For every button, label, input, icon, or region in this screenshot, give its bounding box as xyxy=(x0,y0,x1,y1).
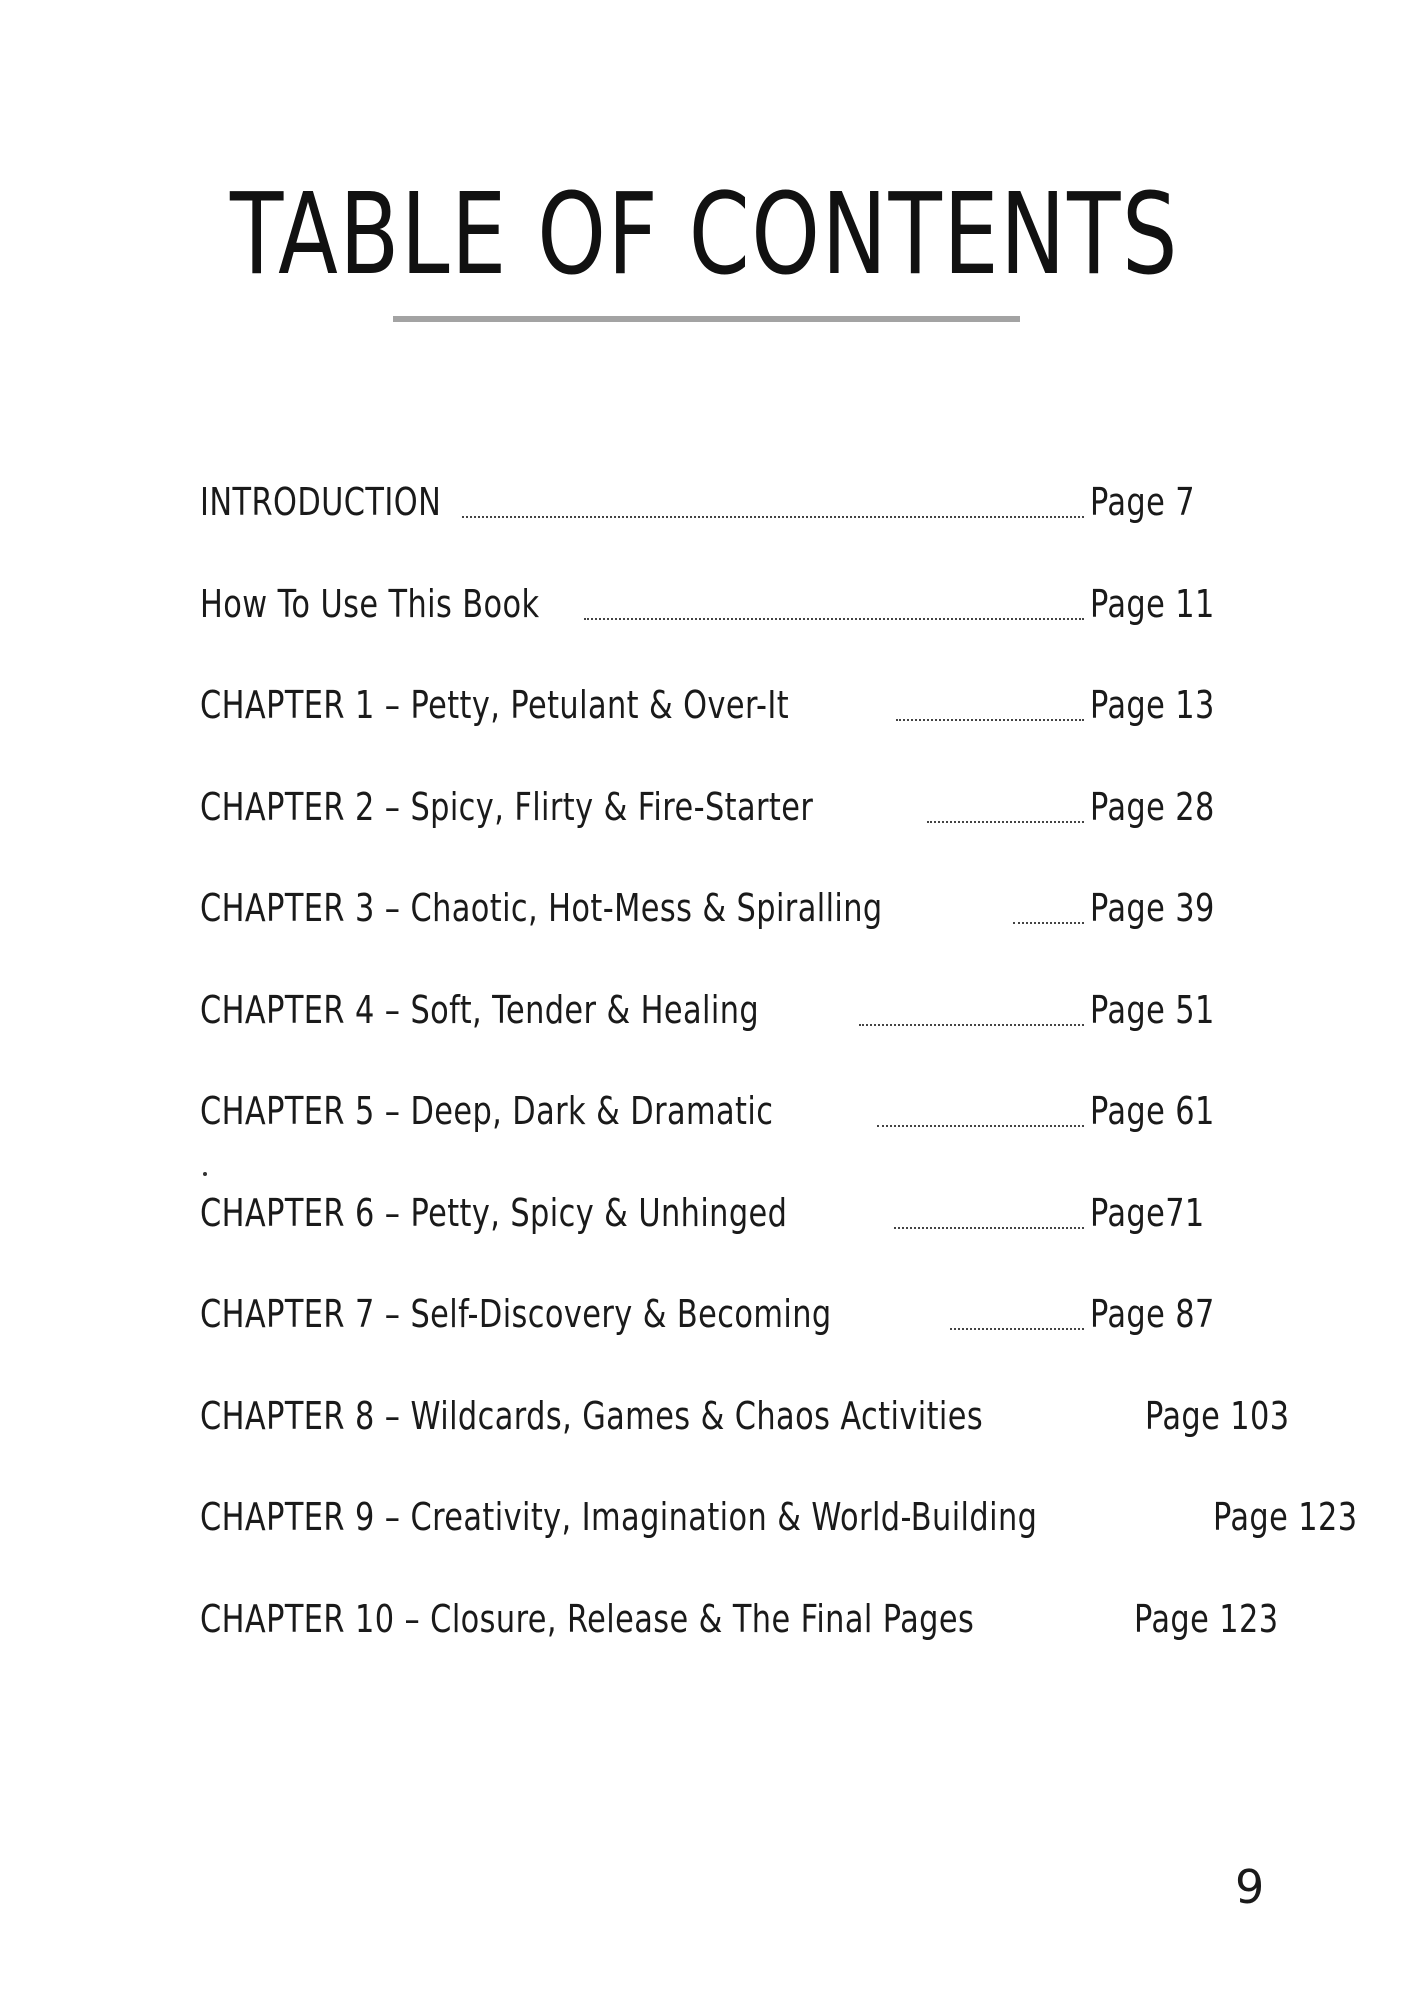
toc-entry-chapter-2 xyxy=(200,785,1235,887)
page-number: 9 xyxy=(1235,1860,1265,1914)
toc-entry-label: CHAPTER 7 – Self-Discovery & Becoming xyxy=(200,1292,832,1336)
toc-entry-page: Page 39 xyxy=(1090,886,1215,930)
toc-entry-page: Page 61 xyxy=(1090,1089,1215,1133)
toc-entry-label: CHAPTER 1 – Petty, Petulant & Over-It xyxy=(200,683,790,727)
toc-entry-label: CHAPTER 8 – Wildcards, Games & Chaos Activities xyxy=(200,1393,984,1438)
toc-entry-page: Page 11 xyxy=(1090,581,1215,626)
toc-entry-page: Page 28 xyxy=(1090,784,1215,829)
toc-dot-leader xyxy=(877,1089,1084,1127)
toc-dot-leader xyxy=(927,785,1084,823)
toc-entry-chapter-4 xyxy=(200,988,1235,1090)
table-of-contents-list xyxy=(200,480,1358,1698)
toc-entry-introduction xyxy=(200,480,1235,582)
toc-entry-label: CHAPTER 10 – Closure, Release & The Final Pages xyxy=(200,1596,975,1641)
toc-entry-page: Page 87 xyxy=(1090,1292,1215,1336)
toc-dot-leader xyxy=(896,683,1084,721)
toc-entry-label: CHAPTER 2 – Spicy, Flirty & Fire-Starter xyxy=(200,784,814,829)
toc-entry-chapter-3 xyxy=(200,886,1235,988)
page-title: TABLE OF CONTENTS xyxy=(229,170,1180,300)
toc-entry-chapter-1 xyxy=(200,683,1235,785)
toc-entry-label: CHAPTER 5 – Deep, Dark & Dramatic xyxy=(200,1089,774,1133)
toc-dot-leader xyxy=(894,1191,1084,1229)
toc-dot-leader xyxy=(950,1292,1084,1330)
toc-entry-page: Page 123 xyxy=(1212,1495,1358,1539)
toc-entry-chapter-10 xyxy=(200,1596,1279,1699)
stray-dot-mark xyxy=(203,1172,207,1176)
toc-entry-chapter-7 xyxy=(200,1292,1235,1394)
toc-entry-chapter-6 xyxy=(200,1191,1235,1293)
toc-entry-page: Page71 xyxy=(1090,1190,1205,1235)
toc-entry-label: CHAPTER 6 – Petty, Spicy & Unhinged xyxy=(200,1190,788,1235)
toc-entry-how-to-use xyxy=(200,582,1235,684)
toc-entry-page: Page 7 xyxy=(1090,480,1195,524)
toc-dot-leader xyxy=(859,988,1084,1026)
toc-entry-page: Page 123 xyxy=(1133,1596,1279,1641)
toc-entry-label: CHAPTER 9 – Creativity, Imagination & World-Building xyxy=(200,1495,1038,1539)
toc-dot-leader xyxy=(1013,886,1084,924)
toc-entry-chapter-5 xyxy=(200,1089,1235,1191)
toc-entry-chapter-9 xyxy=(200,1495,1358,1597)
toc-entry-label: CHAPTER 4 – Soft, Tender & Healing xyxy=(200,987,760,1032)
toc-dot-leader xyxy=(584,582,1084,620)
toc-entry-page: Page 13 xyxy=(1090,683,1215,727)
toc-dot-leader xyxy=(462,480,1084,518)
title-underline-divider xyxy=(393,316,1020,322)
toc-entry-label: CHAPTER 3 – Chaotic, Hot-Mess & Spiralling xyxy=(200,886,883,930)
toc-entry-page: Page 103 xyxy=(1144,1393,1290,1438)
toc-entry-page: Page 51 xyxy=(1090,987,1215,1032)
toc-entry-chapter-8 xyxy=(200,1393,1290,1496)
toc-entry-label: INTRODUCTION xyxy=(200,480,442,524)
toc-entry-label: How To Use This Book xyxy=(200,581,540,626)
